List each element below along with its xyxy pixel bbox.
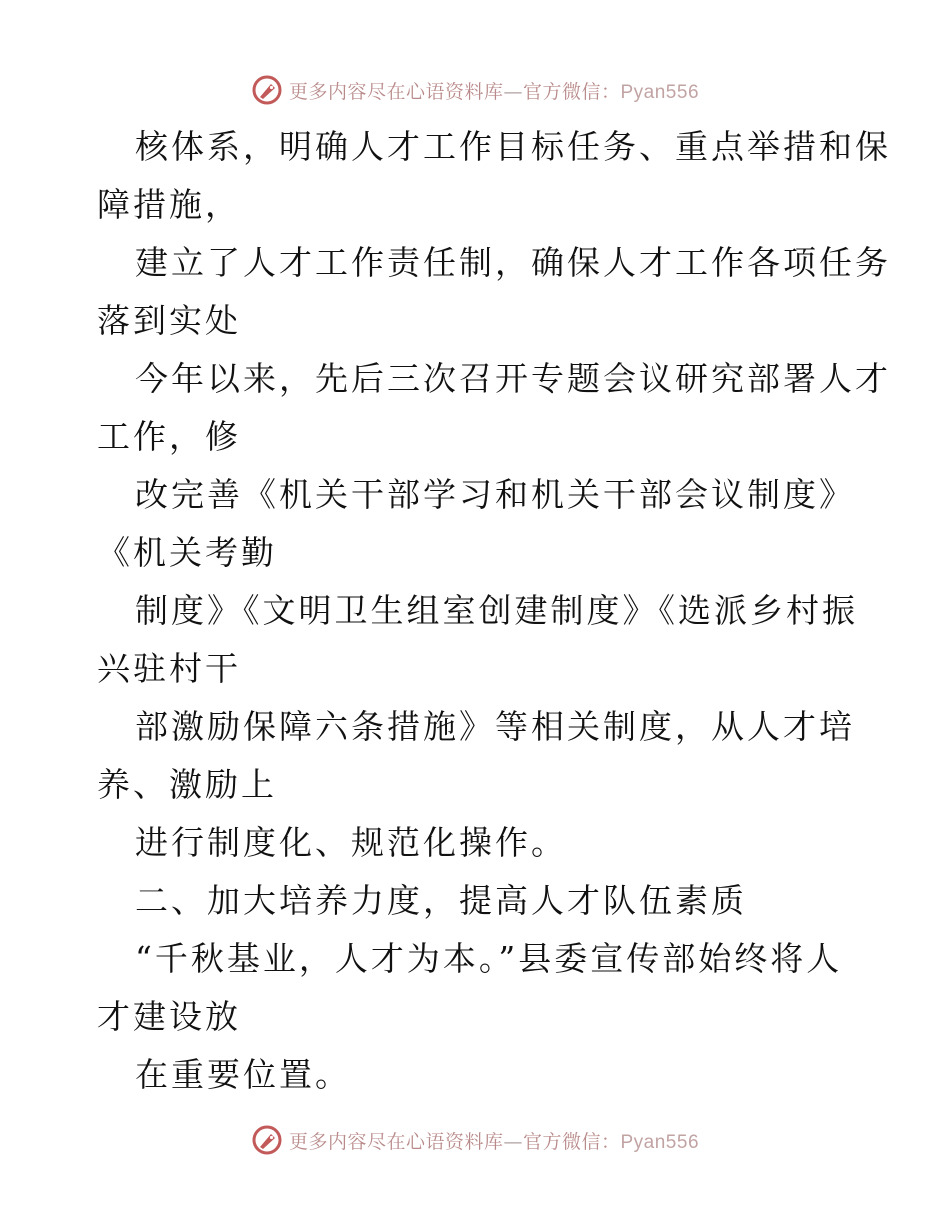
banner-content [251,1124,699,1156]
text-line: 在重要位置。 [135,1055,351,1094]
text-line: 今年以来，先后三次召开专题会议研究部署人才 [135,359,891,398]
banner-site: 更多内容尽在心语资料库 [288,80,504,103]
text-line: 养、激励上 [97,765,277,804]
text-line: 部激励保障六条措施》等相关制度，从人才培 [135,707,855,746]
banner-dash: — [503,80,523,103]
banner-text [289,77,699,104]
banner-dash: — [503,1130,523,1153]
footer-banner [0,1120,950,1160]
text-line: 工作，修 [97,417,241,456]
banner-wechat-label: 官方微信： [522,1130,621,1153]
banner-content [251,74,699,106]
text-line: 兴驻村干 [97,649,241,688]
text-line: 《机关考勤 [97,533,277,572]
banner-site: 更多内容尽在心语资料库 [288,1130,504,1153]
text-line: 落到实处 [97,301,241,340]
pen-nib-logo-icon [251,74,283,106]
text-line: 进行制度化、规范化操作。 [135,823,567,862]
text-line: 核体系，明确人才工作目标任务、重点举措和保 [135,127,891,166]
text-line: 障措施， [97,185,241,224]
text-line: 制度》《文明卫生组室创建制度》《选派乡村振 [135,591,858,630]
pen-nib-logo-icon [251,1124,283,1156]
text-line: “千秋基业，人才为本。”县委宣传部始终将人 [135,939,843,978]
section-heading: 二、加大培养力度，提高人才队伍素质 [135,881,747,920]
text-line: 才建设放 [97,997,241,1036]
banner-wechat-label: 官方微信： [522,80,621,103]
header-banner [0,70,950,110]
banner-wechat-id: Pyan556 [620,81,700,103]
document-body [97,118,891,1104]
banner-wechat-id: Pyan556 [620,1131,700,1153]
text-line: 改完善《机关干部学习和机关干部会议制度》 [135,475,855,514]
banner-text [289,1127,699,1154]
text-line: 建立了人才工作责任制，确保人才工作各项任务 [135,243,891,282]
